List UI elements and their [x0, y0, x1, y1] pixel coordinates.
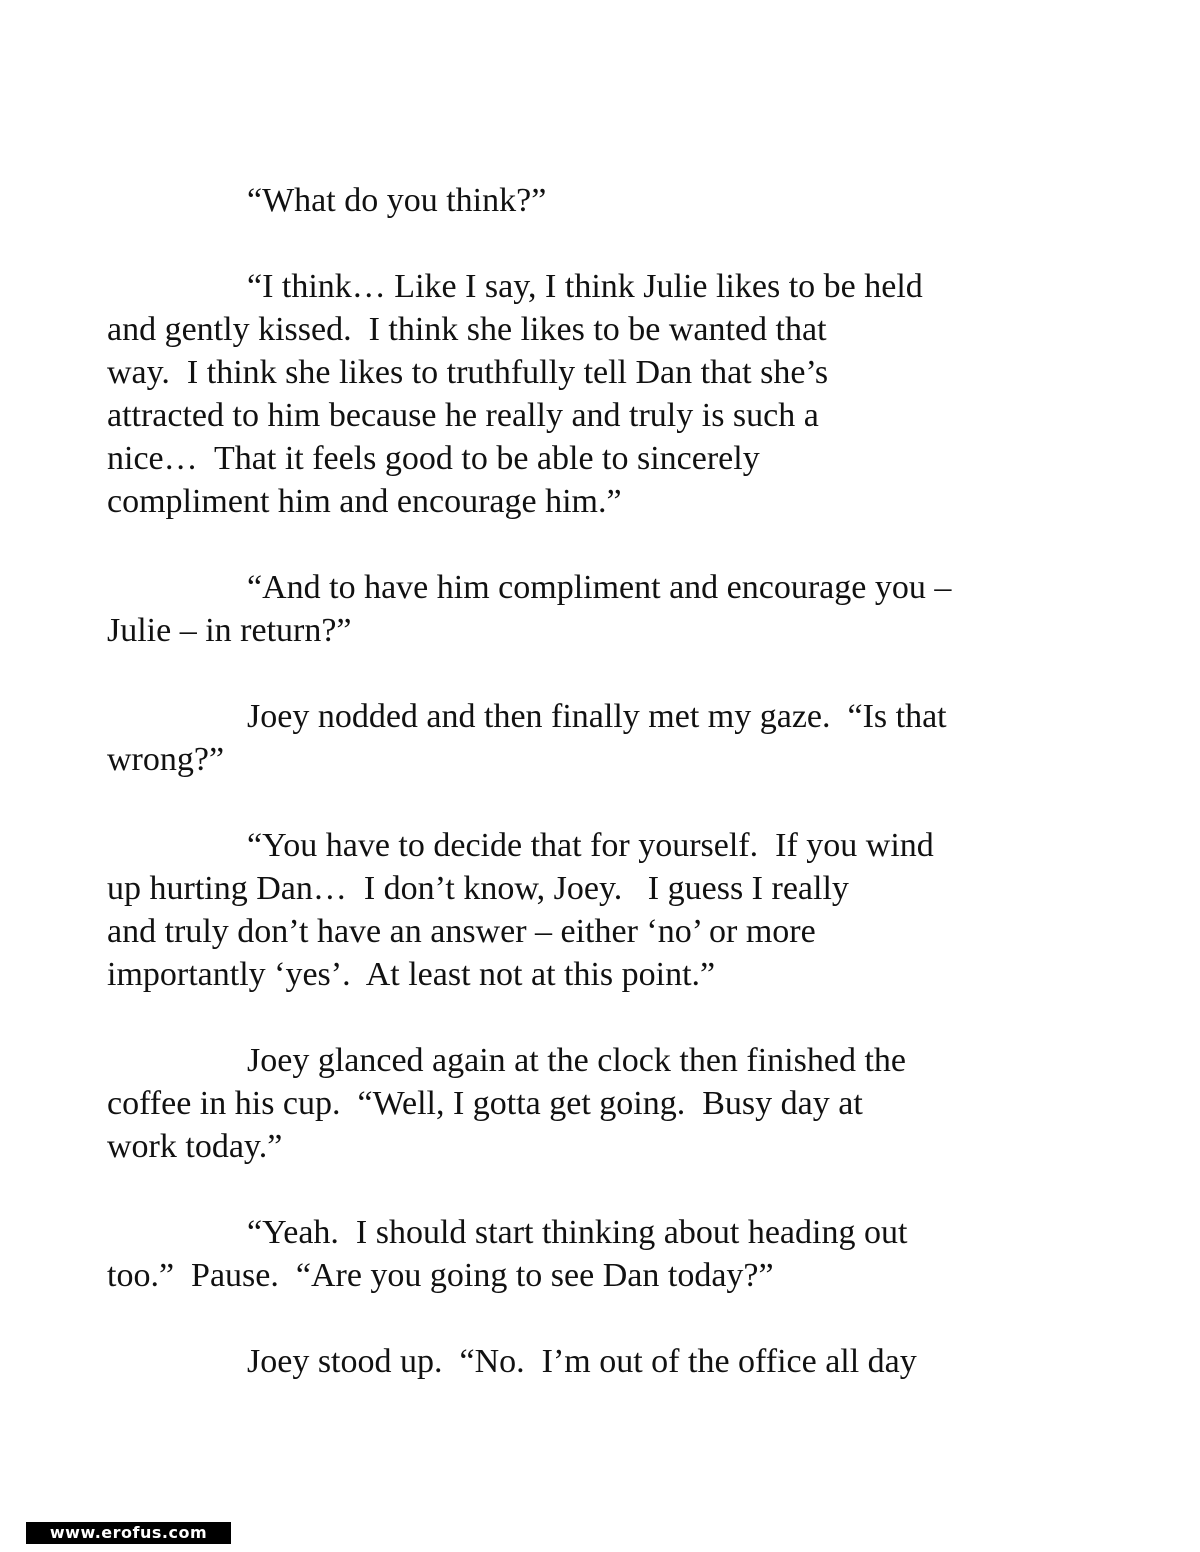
paragraph — [177, 1340, 1027, 1383]
text-line: and gently kissed. I think she likes to be wanted that — [107, 311, 827, 348]
text-line: “And to have him compliment and encourage you – — [247, 569, 952, 606]
paragraph — [107, 824, 1027, 996]
paragraph — [107, 1211, 1027, 1297]
text-line: attracted to him because he really and truly is such a — [107, 397, 819, 434]
text-line: Julie – in return?” — [107, 612, 352, 649]
text-line: and truly don’t have an answer – either ‘no’ or more — [107, 913, 816, 950]
story-text — [107, 179, 1027, 1426]
paragraph — [107, 265, 1027, 523]
site-watermark: www.erofus.com — [26, 1522, 231, 1544]
text-line: Joey nodded and then finally met my gaze. “Is that — [247, 698, 947, 735]
text-line: Joey glanced again at the clock then finished the — [247, 1042, 906, 1079]
text-line: wrong?” — [107, 741, 225, 778]
text-line: nice… That it feels good to be able to sincerely — [107, 440, 760, 477]
text-line: “What do you think?” — [247, 182, 547, 219]
text-line: up hurting Dan… I don’t know, Joey. I guess I really — [107, 870, 849, 907]
text-line: coffee in his cup. “Well, I gotta get going. Busy day at — [107, 1085, 863, 1122]
text-line: Joey stood up. “No. I’m out of the office all day — [247, 1343, 917, 1380]
text-line: “I think… Like I say, I think Julie likes to be held — [247, 268, 923, 305]
text-line: compliment him and encourage him.” — [107, 483, 622, 520]
text-line: way. I think she likes to truthfully tell Dan that she’s — [107, 354, 829, 391]
paragraph — [107, 566, 1027, 652]
text-line: too.” Pause. “Are you going to see Dan today?” — [107, 1257, 774, 1294]
text-line: “Yeah. I should start thinking about heading out — [247, 1214, 908, 1251]
paragraph — [107, 695, 1027, 781]
text-line: “You have to decide that for yourself. If you wind — [247, 827, 934, 864]
text-line: importantly ‘yes’. At least not at this point.” — [107, 956, 716, 993]
text-line: work today.” — [107, 1128, 283, 1165]
paragraph — [107, 1039, 1027, 1168]
paragraph — [177, 179, 1027, 222]
